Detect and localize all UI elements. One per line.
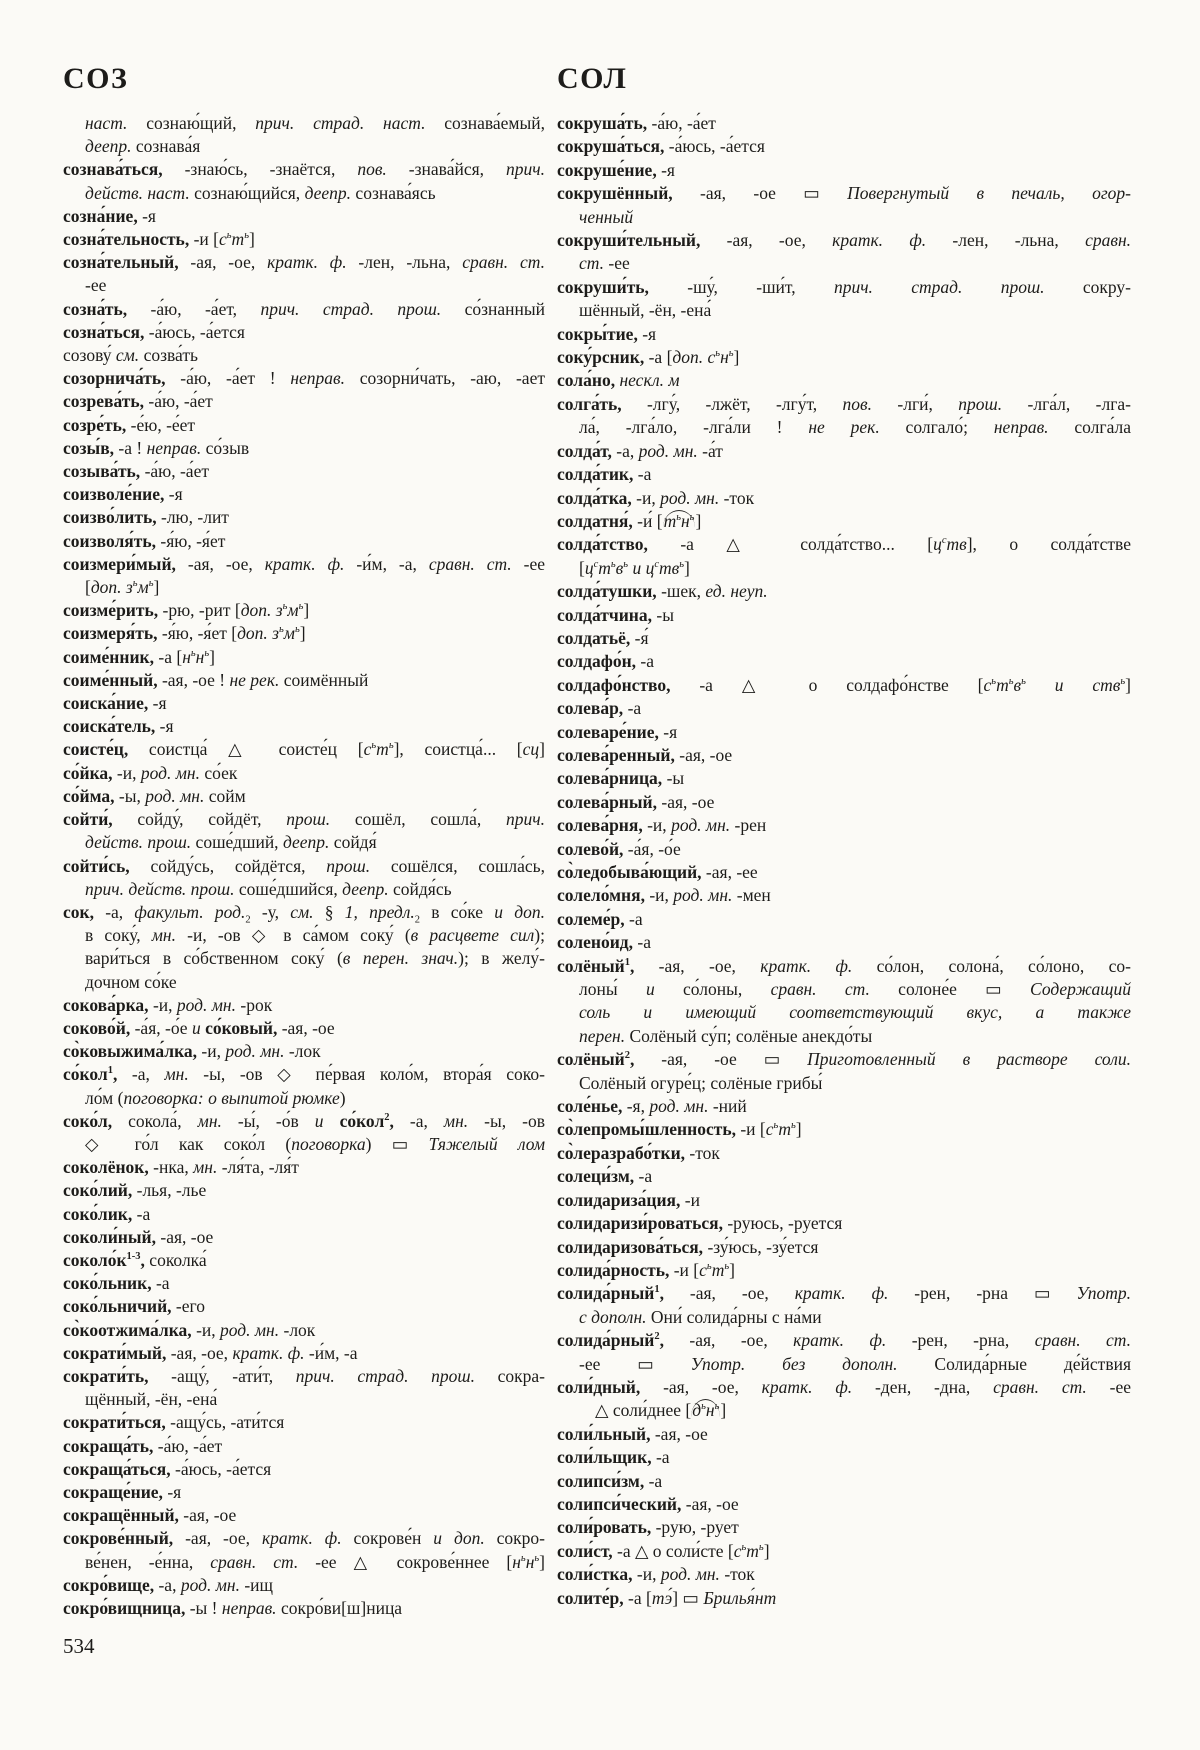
entry-line: соко́л, сокола́, мн. -ы́, -о́в и со́кол$^2$, -а, мн. -ы, -ов	[63, 1110, 545, 1131]
entry-line: созрева́ть, -а́ю, -а́ет	[63, 391, 213, 412]
entry-line: солида́рный$^2$, -ая, -ое, кратк. ф. -рен, -рна, сравн. ст.	[557, 1330, 1132, 1351]
entry-line: солда́тушки, -шек, ед. неуп.	[557, 581, 768, 602]
entry-line: прич. действ. прош. соше́дшийся, деепр. сойдя́сь	[85, 878, 452, 899]
entry-line: солева́р, -а	[557, 698, 642, 719]
entry-line: солева́ренный, -ая, -ое	[557, 744, 733, 765]
entry-line: солипси́ческий, -ая, -ое	[557, 1493, 739, 1514]
entry-line: солева́рня, -и, род. мн. -рен	[557, 815, 767, 836]
entry-line: сок, -а, факульт. $род._2$ -у, см. § 1, $предл._2$ в со́ке и доп.	[63, 901, 545, 926]
entry-line: соли́ровать, -рую, -рует	[557, 1517, 739, 1538]
entry-line: △ соли́днее $[д^ьн^ь]$	[595, 1400, 727, 1421]
entry-line: $соколо́к^{1-3}$, соколка́	[63, 1249, 207, 1270]
entry-line: соиме́нник, -а $[н^ьн^ь]$	[63, 646, 215, 667]
entry-line: ченный	[579, 206, 634, 227]
entry-line: сократи́мый, -ая, -ое, кратк. ф. -и́м, -а	[63, 1342, 358, 1363]
entry-line: солеваре́ние, -я	[557, 721, 678, 742]
entry-line: солите́р, -а [тэ́] ▭ Брилья́нт	[557, 1587, 777, 1608]
entry-line: шённый, -ён, -ена́	[579, 300, 712, 321]
entry-line: солда́тик, -а	[557, 464, 652, 485]
entry-line: солида́рность, -и $[с^ьт^ь]$	[557, 1259, 735, 1280]
entry-line: солипси́зм, -а	[557, 1470, 663, 1491]
entry-line: со̀ледобыва́ющий, -ая, -ее	[557, 862, 758, 882]
entry-line: солева́рница, -ы	[557, 768, 685, 789]
entry-line: сокро́вище, -а, род. мн. -ищ	[63, 1574, 273, 1595]
entry-line: ◇ го́л как соко́л (поговорка) ▭ Тяжелый лом	[85, 1133, 545, 1154]
entry-line: созна́ть, -а́ю, -а́ет, прич. страд. прош. со́знанный	[63, 298, 545, 319]
entry-line: солеци́зм, -а	[557, 1166, 653, 1187]
entry-line: соизмери́мый, -ая, -ое, кратк. ф. -и́м, -а, сравн. ст. -ее	[63, 553, 545, 574]
entry-line: соколи́ный, -ая, -ое	[63, 1226, 214, 1247]
entry-line: созна́тельность, -и $[с^ьт^ь]$	[63, 229, 255, 250]
entry-line: соко́лий, -лья, -лье	[63, 1180, 207, 1201]
entry-line: со́йма, -ы, род. мн. сойм	[63, 785, 246, 806]
entry-line: сокращённый, -ая, -ое	[63, 1505, 237, 1526]
entry-line: солдафо́нство, -а △ о солдафо́нстве [$с^ьт^ьв^ь$ и ств$^ь$]	[557, 674, 1131, 695]
entry-line: солдатня́, -и́ $[т^ьн^ь]$	[557, 510, 702, 531]
entry-line: солда́тчина, -ы	[557, 604, 674, 625]
entry-line: действ. прош. соше́дший, деепр. сойдя́	[85, 832, 377, 853]
entry-line: солда́тка, -и, род. мн. -ток	[557, 487, 755, 508]
entry-line: соизволя́ть, -я́ю, -я́ет	[63, 530, 226, 551]
entry-line: созна́тельный, -ая, -ое, кратк. ф. -лен, -льна, сравн. ст.	[63, 252, 546, 273]
entry-line: соизмеря́ть, -я́ю, -я́ет [доп. $з^ьм^ь$]	[63, 623, 306, 644]
entry-line: [$ц^ст^ьв^ь$ и $ц^ств^ь$]	[579, 557, 690, 578]
entry-line: -ее ▭ Употр. без дополн. Солида́рные де́йствия	[579, 1353, 1132, 1374]
entry-line: со́йка, -и, род. мн. со́ек	[63, 762, 238, 783]
entry-line: сойти́, сойду́, сойдёт, прош. сошёл, сошла́, прич.	[63, 809, 545, 830]
entry-line: соиска́тель, -я	[63, 716, 174, 737]
entry-line: соко́льничий, -его	[63, 1296, 206, 1317]
entry-line: сознава́ться, -знаю́сь, -знаётся, пов. -знава́йся, прич.	[63, 159, 546, 180]
entry-line: созре́ть, -е́ю, -е́ет	[63, 414, 196, 435]
running-head-right: СОЛ	[557, 62, 628, 95]
entry-line: соизво́лить, -лю, -лит	[63, 507, 229, 528]
entry-line: соль и имеющий соответствующий вкус, а также	[579, 1002, 1131, 1023]
entry-line: ст. -ее	[579, 253, 630, 274]
entry-line: соизме́рить, -рю, -рит [доп. $з^ьм^ь$]	[63, 600, 310, 621]
entry-line: соли́ст, -а △ о соли́сте $[с^ьт^ь]$	[557, 1540, 770, 1561]
entry-line: сокруши́ть, -шу́, -ши́т, прич. страд. прош. сокру-	[557, 276, 1131, 297]
entry-line: созна́ние, -я	[63, 205, 156, 226]
entry-line: со̀коотжима́лка, -и, род. мн. -лок	[63, 1319, 316, 1340]
entry-line: со́кол$^1$, -а, мн. -ы, -ов ◇ пе́рвая коло́м, втора́я соко-	[63, 1064, 545, 1085]
entry-line: наст. сознаю́щий, прич. страд. наст. сознава́емый,	[85, 113, 545, 133]
entry-line: солда́тство, -а △ солда́тство... $[ц^ств]$, о солда́тстве	[557, 534, 1131, 555]
entry-line: сокраща́ться, -а́юсь, -а́ется	[63, 1458, 272, 1479]
entry-line: ло́м (поговорка: о выпитой рюмке)	[85, 1087, 346, 1108]
entry-line: вари́ться в со́бственном соку́ (в перен. знач.); в желу́-	[85, 948, 545, 969]
entry-line: со̀леразрабо́тки, -ток	[557, 1142, 720, 1163]
dictionary-column-right	[557, 112, 1131, 1610]
entry-line: солда́т, -а, род. мн. -а́т	[557, 440, 723, 461]
entry-line: соку́рсник, -а [доп. $с^ьн^ь$]	[557, 347, 740, 368]
entry-line: сокрушённый, -ая, -ое ▭ Повергнутый в печаль, огор-	[557, 183, 1131, 204]
entry-line: соково́й, -а́я, -о́е и со́ковый, -ая, -ое	[63, 1017, 335, 1038]
entry-line: лоны́ и со́лоны, сравн. ст. солоне́е ▭ Содержащий	[579, 979, 1131, 1000]
entry-line: созову́ см. созва́ть	[63, 345, 198, 366]
entry-line: [доп. $з^ьм^ь$]	[85, 577, 160, 598]
entry-line: солено́ид, -а	[557, 932, 651, 953]
entry-line: дочном со́ке	[85, 971, 177, 992]
entry-line: созна́ться, -а́юсь, -а́ется	[63, 321, 245, 342]
entry-line: сокруша́ть, -а́ю, -а́ет	[557, 113, 716, 133]
entry-line: солева́рный, -ая, -ое	[557, 791, 715, 812]
entry-line: сократи́ться, -ащу́сь, -ати́тся	[63, 1412, 285, 1433]
entry-line: солидаризи́роваться, -руюсь, -руется	[557, 1213, 843, 1234]
entry-line: созы́в, -а ! неправ. со́зыв	[63, 437, 250, 458]
entry-line: соиме́нный, -ая, -ое ! не рек. соимённый	[63, 669, 369, 690]
entry-line: Солёный огуре́ц; солёные грибы́	[579, 1072, 823, 1093]
entry-line: солево́й, -а́я, -о́е	[557, 838, 681, 859]
entry-line: сокро́вищница, -ы ! неправ. сокро́ви[ш]ница	[63, 1598, 403, 1618]
entry-line: соли́льный, -ая, -ое	[557, 1423, 708, 1444]
entry-line: соли́стка, -и, род. мн. -ток	[557, 1564, 755, 1585]
entry-line: созорнича́ть, -а́ю, -а́ет ! неправ. созорни́чать, -аю, -ает	[63, 368, 545, 389]
entry-line: в соку́, мн. -и, -ов ◇ в са́мом соку́ (в расцвете сил);	[85, 925, 545, 946]
entry-line: солида́рный$^1$, -ая, -ое, кратк. ф. -рен, -рна ▭ Употр.	[557, 1283, 1132, 1304]
running-head-left: СОЗ	[63, 62, 129, 95]
entry-line: действ. наст. сознаю́щийся, деепр. сознава́ясь	[85, 182, 436, 203]
entry-line: -ее	[85, 275, 107, 296]
dictionary-column-left	[63, 112, 545, 1620]
entry-line: сокруши́тельный, -ая, -ое, кратк. ф. -лен, -льна, сравн.	[557, 230, 1132, 251]
entry-line: сокраща́ть, -а́ю, -а́ет	[63, 1435, 223, 1456]
entry-line: сокова́рка, -и, род. мн. -рок	[63, 994, 273, 1015]
entry-line: со̀лепромы́шленность, -и $[с^ьт^ь]$	[557, 1119, 802, 1140]
entry-line: соли́льщик, -а	[557, 1447, 670, 1468]
entry-line: соли́дный, -ая, -ое, кратк. ф. -ден, -дна, сравн. ст. -ее	[557, 1376, 1131, 1397]
entry-line: сокруша́ться, -а́юсь, -а́ется	[557, 136, 765, 157]
entry-line: ла́, -лга́ло, -лга́ли ! не рек. солгало́; неправ. солга́ла	[579, 417, 1132, 438]
entry-line: солдафо́н, -а	[557, 651, 655, 672]
entry-line: сола́но, нескл. м	[557, 370, 680, 391]
entry-line: соколёнок, -нка, мн. -ля́та, -ля́т	[63, 1157, 299, 1178]
entry-line: соко́льник, -а	[63, 1273, 170, 1294]
entry-line: соле́нье, -я, род. мн. -ний	[557, 1096, 747, 1117]
entry-line: сокрове́нный, -ая, -ое, кратк. ф. сокрове́н и доп. сокро-	[63, 1528, 546, 1549]
entry-line: созыва́ть, -а́ю, -а́ет	[63, 461, 209, 482]
entry-line: сократи́ть, -ащу́, -ати́т, прич. страд. прош. сокра-	[63, 1365, 545, 1386]
entry-line: солдатьё, -я́	[557, 627, 649, 648]
entry-line: солёный$^1$, -ая, -ое, кратк. ф. со́лон, солона́, со́лоно, со-	[557, 955, 1131, 976]
entry-line: соко́лик, -а	[63, 1203, 151, 1224]
entry-line: солёный$^2$, -ая, -ое ▭ Приготовленный в растворе соли.	[557, 1049, 1131, 1070]
entry-line: щённый, -ён, -ена́	[85, 1389, 218, 1410]
page-number: 534	[63, 1634, 95, 1658]
entry-line: соиска́ние, -я	[63, 693, 167, 714]
entry-line: со̀ковыжима́лка, -и, род. мн. -лок	[63, 1041, 321, 1062]
entry-line: деепр. сознава́я	[85, 136, 201, 157]
entry-line: с дополн. Они́ солида́рны с на́ми	[579, 1306, 822, 1327]
entry-line: солело́мня, -и, род. мн. -мен	[557, 885, 771, 906]
entry-line: солеме́р, -а	[557, 908, 643, 929]
entry-line: сойти́сь, сойду́сь, сойдётся, прош. сошёлся, сошла́сь,	[63, 855, 545, 876]
entry-line: солидариза́ция, -и	[557, 1189, 700, 1210]
entry-line: солидаризова́ться, -зу́юсь, -зу́ется	[557, 1236, 819, 1257]
entry-line: сокраще́ние, -я	[63, 1481, 182, 1502]
entry-line: соисте́ц, соистца́ △ соисте́ц $[с^ьт^ь]$, соистца́... [сц]	[63, 739, 545, 760]
entry-line: сокруше́ние, -я	[557, 159, 675, 180]
entry-line: солга́ть, -лгу́, -лжёт, -лгу́т, пов. -лги́, прош. -лга́л, -лга-	[557, 393, 1131, 414]
entry-line: ве́нен, -е́нна, сравн. ст. -ее △ сокрове́ннее $[н^ьн^ь]$	[85, 1551, 545, 1572]
entry-line: соизволе́ние, -я	[63, 484, 183, 505]
entry-line: сокры́тие, -я	[557, 323, 657, 344]
entry-line: перен. Солёный су́п; солёные анекдо́ты	[579, 1025, 873, 1046]
